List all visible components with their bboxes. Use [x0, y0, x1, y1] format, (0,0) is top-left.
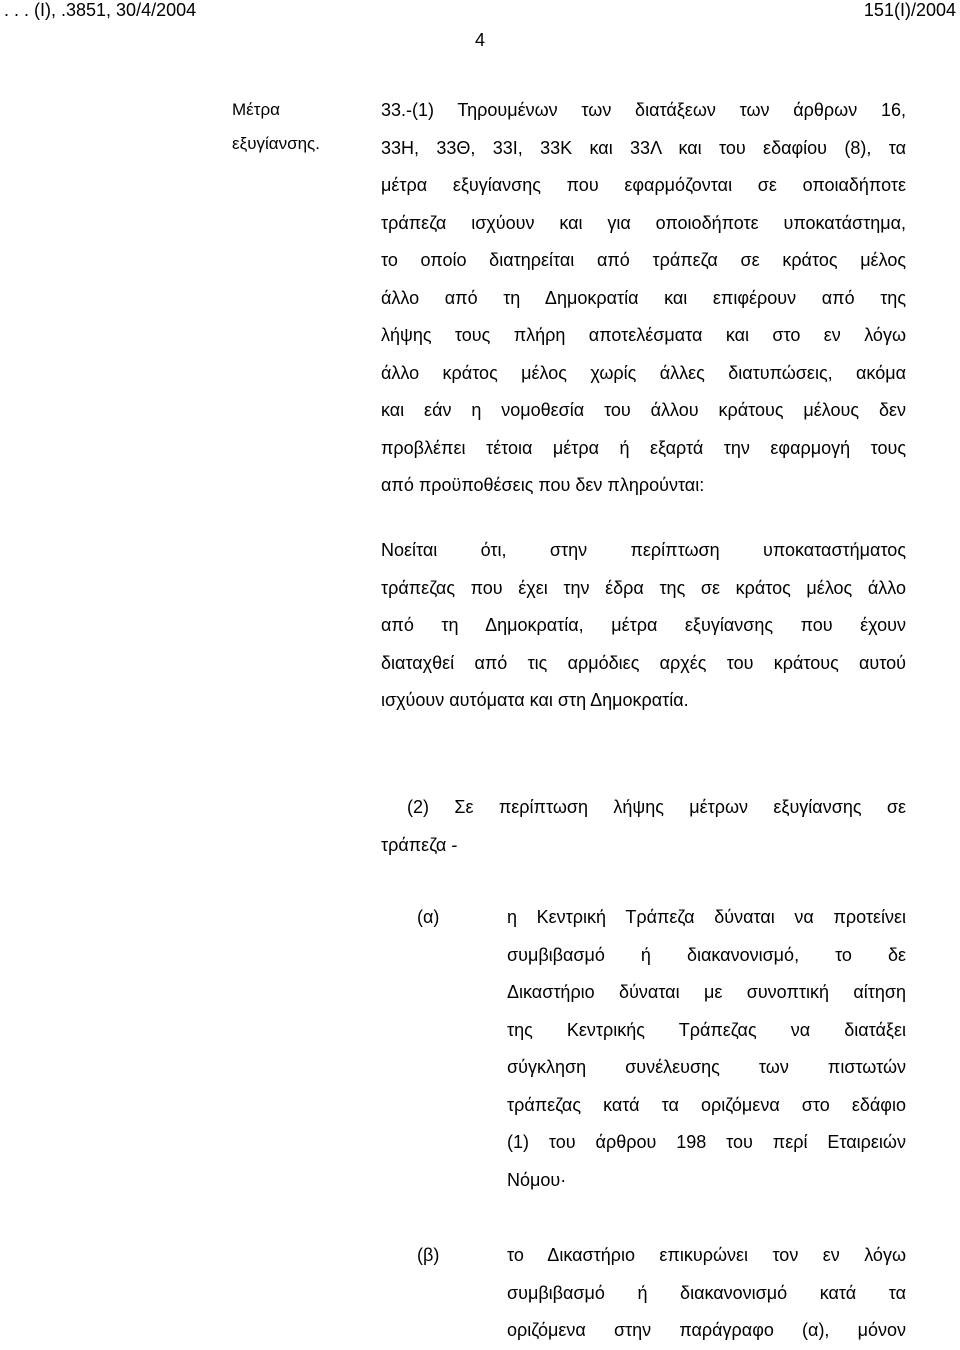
text-line: οριζόμενα στην παράγραφο (α), μόνον: [507, 1320, 906, 1340]
margin-note: [232, 93, 352, 161]
item-label: (α): [417, 907, 440, 927]
text-line: από προϋποθέσεις που δεν πληρούνται:: [381, 475, 705, 495]
header-law-number: 151(Ι)/2004: [863, 0, 956, 20]
item-body: [507, 899, 906, 1199]
text-line: λήψης τους πλήρη αποτελέσματα και στο εν λόγω: [381, 325, 906, 345]
text-line: (1) του άρθρου 198 του περί Εταιρειών: [507, 1132, 906, 1152]
text-line: από τη Δημοκρατία, μέτρα εξυγίανσης που έχουν: [381, 615, 906, 635]
text-line: (2) Σε περίπτωση λήψης μέτρων εξυγίανσης σε: [407, 797, 906, 817]
text-line: το οποίο διατηρείται από τράπεζα σε κράτος μέλος: [381, 250, 906, 270]
text-line: τράπεζας που έχει την έδρα της σε κράτος μέλος άλλο: [381, 577, 906, 598]
text-line: διαταχθεί από τις αρμόδιες αρχές του κράτους αυτού: [381, 652, 906, 673]
text-line: άλλο από τη Δημοκρατία και επιφέρουν από της: [381, 287, 906, 308]
text-line: μέτρα εξυγίανσης που εφαρμόζονται σε οποιαδήποτε: [381, 175, 906, 195]
text-line: 33.-(1) Τηρουμένων των διατάξεων των άρθρων 16,: [381, 100, 906, 120]
text-line: το Δικαστήριο επικυρώνει τον εν λόγω: [507, 1245, 906, 1265]
page-number: 4: [474, 30, 485, 50]
item-label: (β): [417, 1245, 440, 1265]
text-line: Νόμου·: [507, 1169, 567, 1190]
text-line: η Κεντρική Τράπεζα δύναται να προτείνει: [507, 907, 906, 927]
item-body: [507, 1237, 906, 1350]
paragraph-33-1: [381, 92, 906, 505]
header-left: . . . (Ι), .3851, 30/4/2004: [4, 0, 197, 20]
text-line: τράπεζα ισχύουν και για οποιοδήποτε υποκατάστημα,: [381, 212, 906, 233]
text-line: συμβιβασμό ή διακανονισμό, το δε: [507, 944, 906, 965]
text-line: Νοείται ότι, στην περίπτωση υποκαταστήματος: [381, 540, 906, 560]
text-line: σύγκληση συνέλευσης των πιστωτών: [507, 1057, 906, 1077]
text-line: της Κεντρικής Τράπεζας να διατάξει: [507, 1019, 906, 1040]
paragraph-33-2: [381, 789, 906, 864]
text-line: άλλο κράτος μέλος χωρίς άλλες διατυπώσεις, ακόμα: [381, 362, 906, 383]
proviso-paragraph: [381, 532, 906, 720]
text-line: ισχύουν αυτόματα και στη Δημοκρατία.: [381, 690, 689, 710]
text-line: Δικαστήριο δύναται με συνοπτική αίτηση: [507, 982, 906, 1002]
text-line: προβλέπει τέτοια μέτρα ή εξαρτά την εφαρμογή τους: [381, 437, 906, 458]
text-line: συμβιβασμό ή διακανονισμό κατά τα: [507, 1282, 906, 1303]
margin-note-line: Μέτρα: [232, 100, 280, 119]
text-line: τράπεζα -: [381, 834, 458, 855]
text-line: 33Η, 33Θ, 33Ι, 33Κ και 33Λ και του εδαφίου (8), τα: [381, 137, 906, 158]
margin-note-line: εξυγίανσης.: [232, 134, 320, 153]
text-line: και εάν η νομοθεσία του άλλου κράτους μέλους δεν: [381, 400, 906, 420]
text-line: τράπεζας κατά τα οριζόμενα στο εδάφιο: [507, 1094, 906, 1115]
